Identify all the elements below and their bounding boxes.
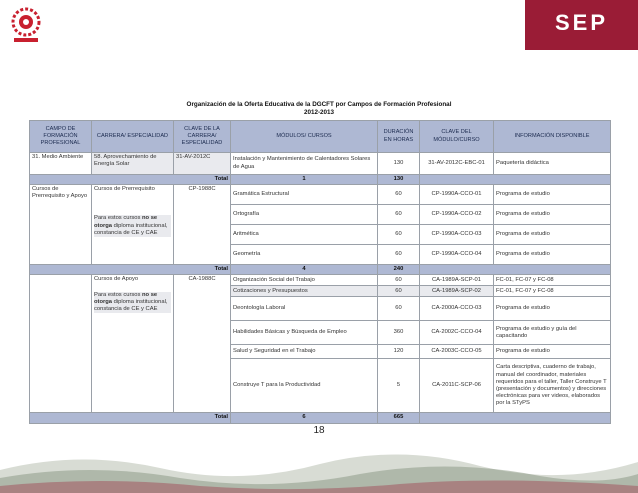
diploma-note bbox=[94, 215, 171, 237]
note-post: diploma institucional, constancia de CE y CAE bbox=[94, 222, 168, 236]
modulo-cell: Cotizaciones y Presupuestos bbox=[231, 286, 378, 297]
info-cell: Programa de estudio bbox=[494, 297, 611, 321]
header-info: INFORMACIÓN DISPONIBLE bbox=[494, 121, 611, 153]
total-label: Total bbox=[30, 175, 231, 185]
horas-cell: 60 bbox=[378, 185, 420, 205]
title-line-1 bbox=[0, 101, 638, 109]
clave-modulo-cell: CP-1990A-CCO-01 bbox=[420, 185, 494, 205]
page-title bbox=[0, 101, 638, 117]
note-bold: no se otorga bbox=[94, 291, 158, 305]
clave-modulo-cell: CA-2003C-CCO-05 bbox=[420, 345, 494, 359]
header-carrera: CARRERA/ ESPECIALIDAD bbox=[92, 121, 174, 153]
clave-modulo-cell: CP-1990A-CCO-04 bbox=[420, 245, 494, 265]
title-prefix: Organización de la Oferta Educativa de la bbox=[186, 101, 313, 108]
sep-logo bbox=[525, 0, 638, 50]
info-cell: Programa de estudio y guía del capacitando bbox=[494, 321, 611, 345]
note-post: diploma institucional, constancia de CE y CAE bbox=[94, 298, 168, 313]
carrera-cell bbox=[92, 185, 174, 265]
horas-cell: 5 bbox=[378, 359, 420, 413]
clave-modulo-cell: 31-AV-2012C-EBC-01 bbox=[420, 153, 494, 175]
title-suffix: por Campos de Formación Profesional bbox=[333, 101, 452, 108]
header-duracion: DURACIÓN EN HORAS bbox=[378, 121, 420, 153]
carrera-cell: 58. Aprovechamiento de Energía Solar bbox=[92, 153, 174, 175]
total-horas: 130 bbox=[378, 175, 420, 185]
horas-cell: 60 bbox=[378, 245, 420, 265]
info-cell: Programa de estudio bbox=[494, 185, 611, 205]
clave-modulo-cell: CP-1990A-CCO-03 bbox=[420, 225, 494, 245]
header-row bbox=[30, 121, 611, 153]
campo-cell: 31. Medio Ambiente bbox=[30, 153, 92, 175]
table-row bbox=[30, 185, 611, 205]
page-number: 18 bbox=[313, 425, 325, 436]
diploma-note bbox=[94, 292, 171, 314]
total-label: Total bbox=[30, 265, 231, 275]
total-count: 6 bbox=[231, 413, 378, 423]
carrera-label: Cursos de Apoyo bbox=[94, 276, 139, 283]
note-pre: Para estos cursos bbox=[94, 215, 143, 222]
title-line-2: 2012-2013 bbox=[303, 109, 335, 116]
clave-modulo-cell: CP-1990A-CCO-02 bbox=[420, 205, 494, 225]
horas-cell: 60 bbox=[378, 205, 420, 225]
carrera-cell bbox=[92, 275, 174, 413]
total-count: 1 bbox=[231, 175, 378, 185]
clave-modulo-cell: CA-1989A-SCP-02 bbox=[420, 286, 494, 297]
horas-cell: 120 bbox=[378, 345, 420, 359]
modulo-cell: Geometría bbox=[231, 245, 378, 265]
info-cell: Programa de estudio bbox=[494, 205, 611, 225]
total-horas: 240 bbox=[378, 265, 420, 275]
info-cell: FC-01, FC-07 y FC-08 bbox=[494, 275, 611, 286]
sep-logo-text: SEP bbox=[554, 10, 609, 35]
horas-cell: 60 bbox=[378, 225, 420, 245]
horas-cell: 60 bbox=[378, 275, 420, 286]
total-label: Total bbox=[30, 413, 231, 423]
title-acronym: DGCFT bbox=[312, 101, 334, 108]
clave-modulo-cell: CA-2000A-CCO-03 bbox=[420, 297, 494, 321]
horas-cell: 130 bbox=[378, 153, 420, 175]
modulo-cell: Salud y Seguridad en el Trabajo bbox=[231, 345, 378, 359]
header-bar bbox=[0, 0, 638, 50]
dgcft-logo-icon bbox=[0, 0, 54, 50]
info-cell: Paquetería didáctica bbox=[494, 153, 611, 175]
modulo-cell: Instalación y Mantenimiento de Calentadores Solares de Agua bbox=[231, 153, 378, 175]
clave-cell: 31-AV-2012C bbox=[174, 153, 231, 175]
header-clave-modulo: CLAVE DEL MÓDULO/CURSO bbox=[420, 121, 494, 153]
footer-decoration bbox=[0, 440, 638, 493]
modulo-cell: Construye T para la Productividad bbox=[231, 359, 378, 413]
table-row bbox=[30, 153, 611, 175]
clave-cell: CP-1988C bbox=[174, 185, 231, 265]
header-modulos: MÓDULOS/ CURSOS bbox=[231, 121, 378, 153]
total-row bbox=[30, 265, 611, 275]
note-pre: Para estos cursos bbox=[94, 291, 143, 298]
clave-cell: CA-1988C bbox=[174, 275, 231, 413]
clave-modulo-cell: CA-2002C-CCO-04 bbox=[420, 321, 494, 345]
table-row bbox=[30, 275, 611, 286]
horas-cell: 360 bbox=[378, 321, 420, 345]
modulo-cell: Gramática Estructural bbox=[231, 185, 378, 205]
education-offer-table bbox=[29, 120, 611, 424]
note-bold: no se otorga bbox=[94, 215, 158, 229]
carrera-label: Cursos de Prerrequisito bbox=[94, 186, 155, 193]
horas-cell: 60 bbox=[378, 297, 420, 321]
clave-modulo-cell: CA-2011C-SCP-06 bbox=[420, 359, 494, 413]
campo-cell: Cursos de Prerrequisito y Apoyo bbox=[30, 185, 92, 265]
clave-modulo-cell: CA-1989A-SCP-01 bbox=[420, 275, 494, 286]
header-clave: CLAVE DE LA CARRERA/ ESPECIALIDAD bbox=[174, 121, 231, 153]
modulo-cell: Habilidades Básicas y Búsqueda de Empleo bbox=[231, 321, 378, 345]
total-horas: 665 bbox=[378, 413, 420, 423]
total-row bbox=[30, 413, 611, 423]
total-row bbox=[30, 175, 611, 185]
info-cell: Programa de estudio bbox=[494, 225, 611, 245]
total-count: 4 bbox=[231, 265, 378, 275]
info-cell: Carta descriptiva, cuaderno de trabajo, manual del coordinador, materiales requeridos para el taller, Taller Construye T (presentación y documentos) y direcciones electrónicas para ver videos, elaborados por la STyPS bbox=[494, 359, 611, 413]
modulo-cell: Deontología Laboral bbox=[231, 297, 378, 321]
modulo-cell: Ortografía bbox=[231, 205, 378, 225]
modulo-cell: Aritmética bbox=[231, 225, 378, 245]
modulo-cell: Organización Social del Trabajo bbox=[231, 275, 378, 286]
info-cell: FC-01, FC-07 y FC-08 bbox=[494, 286, 611, 297]
info-cell: Programa de estudio bbox=[494, 245, 611, 265]
horas-cell: 60 bbox=[378, 286, 420, 297]
info-cell: Programa de estudio bbox=[494, 345, 611, 359]
header-campo: CAMPO DE FORMACIÓN PROFESIONAL bbox=[30, 121, 92, 153]
